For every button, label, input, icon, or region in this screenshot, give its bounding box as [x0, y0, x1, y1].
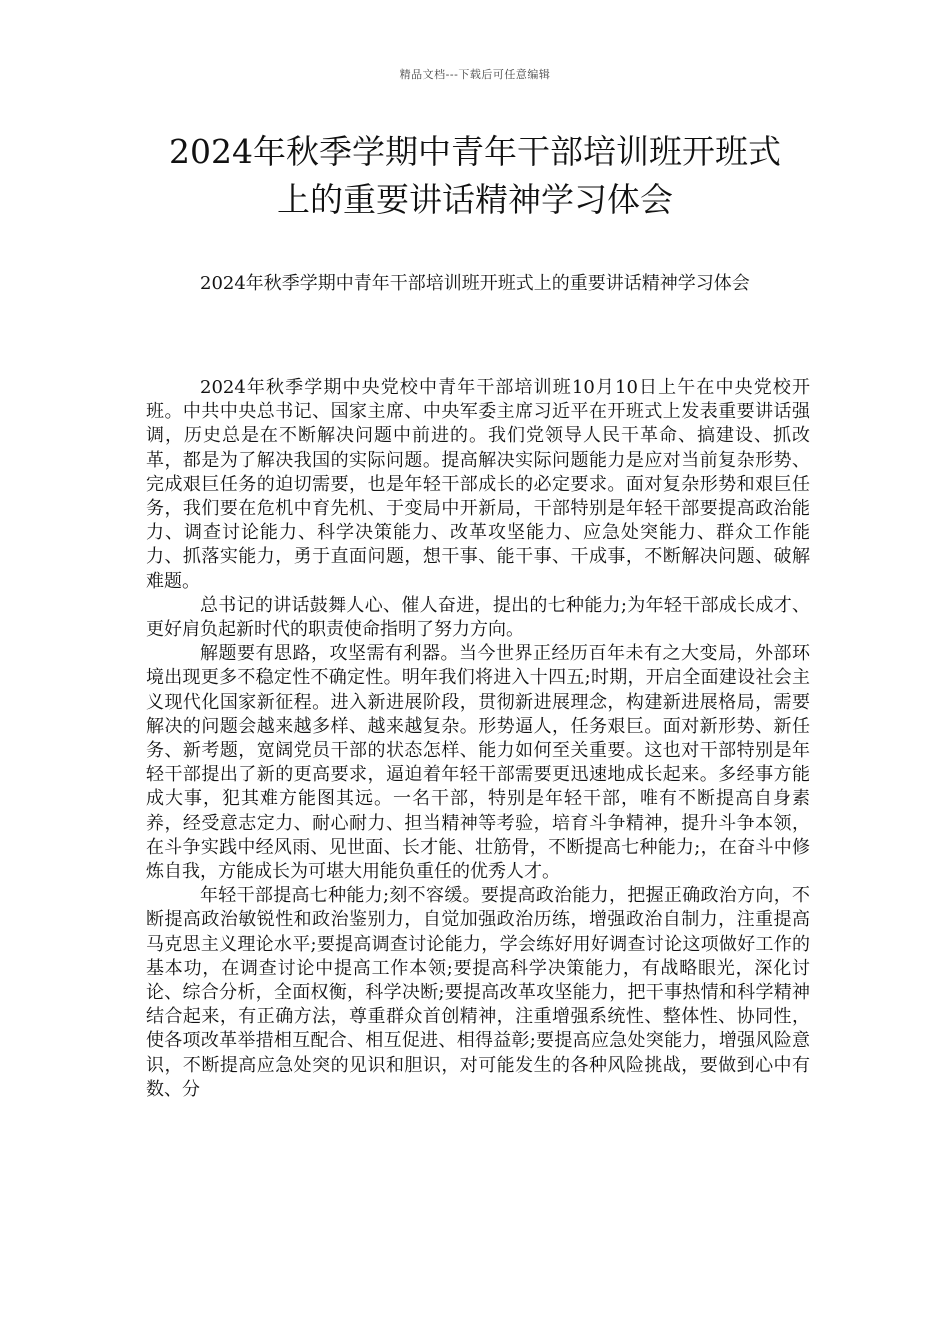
- document-title-line-2: 上的重要讲话精神学习体会: [277, 180, 673, 219]
- body-paragraph: 解题要有思路，攻坚需有利器。当今世界正经历百年未有之大变局，外部环境出现更多不稳定性不确定性。明年我们将进入十四五;时期，开启全面建设社会主义现代化国家新征程。进入新进展阶段，贯彻新进展理念，构建新进展格局，需要解决的问题会越来越多样、越来越复杂。形势逼人，任务艰巨。面对新形势、新任务、新考题，宽阔党员干部的状态怎样、能力如何至关重要。这也对干部特别是年轻干部提出了新的更高要求，逼迫着年轻干部需要更迅速地成长起来。多经事方能成大事，犯其难方能图其远。一名干部，特别是年轻干部，唯有不断提高自身素养，经受意志定力、耐心耐力、担当精神等考验，培育斗争精神，提升斗争本领，在斗争实践中经风雨、见世面、长才能、壮筋骨，不断提高七种能力;，在奋斗中修炼自我，方能成长为可堪大用能负重任的优秀人才。: [146, 643, 810, 883]
- header-note: 精品文档---下载后可任意编辑: [399, 68, 551, 81]
- body-paragraph: 总书记的讲话鼓舞人心、催人奋进，提出的七种能力;为年轻干部成长成才、更好肩负起新时代的职责使命指明了努力方向。: [146, 594, 810, 641]
- document-body: [146, 376, 810, 1102]
- body-paragraph: 年轻干部提高七种能力;刻不容缓。要提高政治能力，把握正确政治方向，不断提高政治敏锐性和政治鉴别力，自觉加强政治历练，增强政治自制力，注重提高马克思主义理论水平;要提高调查讨论能力，学会练好用好调查讨论这项做好工作的基本功，在调查讨论中提高工作本领;要提高科学决策能力，有战略眼光，深化讨论、综合分析，全面权衡，科学决断;要提高改革攻坚能力，把干事热情和科学精神结合起来，有正确方法，尊重群众首创精神，注重增强系统性、整体性、协同性，使各项改革举措相互配合、相互促进、相得益彰;要提高应急处突能力，增强风险意识，不断提高应急处突的见识和胆识，对可能发生的各种风险挑战，要做到心中有数、分: [146, 885, 810, 1100]
- document-title-line-1: 2024年秋季学期中青年干部培训班开班式: [169, 132, 781, 171]
- document-subtitle: 2024年秋季学期中青年干部培训班开班式上的重要讲话精神学习体会: [200, 273, 750, 294]
- document-title: [100, 128, 850, 224]
- body-paragraph: 2024年秋季学期中央党校中青年干部培训班10月10日上午在中央党校开班。中共中央总书记、国家主席、中央军委主席习近平在开班式上发表重要讲话强调，历史总是在不断解决问题中前进的。我们党领导人民干革命、搞建设、抓改革，都是为了解决我国的实际问题。提高解决实际问题能力是应对当前复杂形势、完成艰巨任务的迫切需要，也是年轻干部成长的必定要求。面对复杂形势和艰巨任务，我们要在危机中育先机、于变局中开新局，干部特别是年轻干部要提高政治能力、调查讨论能力、科学决策能力、改革攻坚能力、应急处突能力、群众工作能力、抓落实能力，勇于直面问题，想干事、能干事、干成事，不断解决问题、破解难题。: [146, 377, 810, 592]
